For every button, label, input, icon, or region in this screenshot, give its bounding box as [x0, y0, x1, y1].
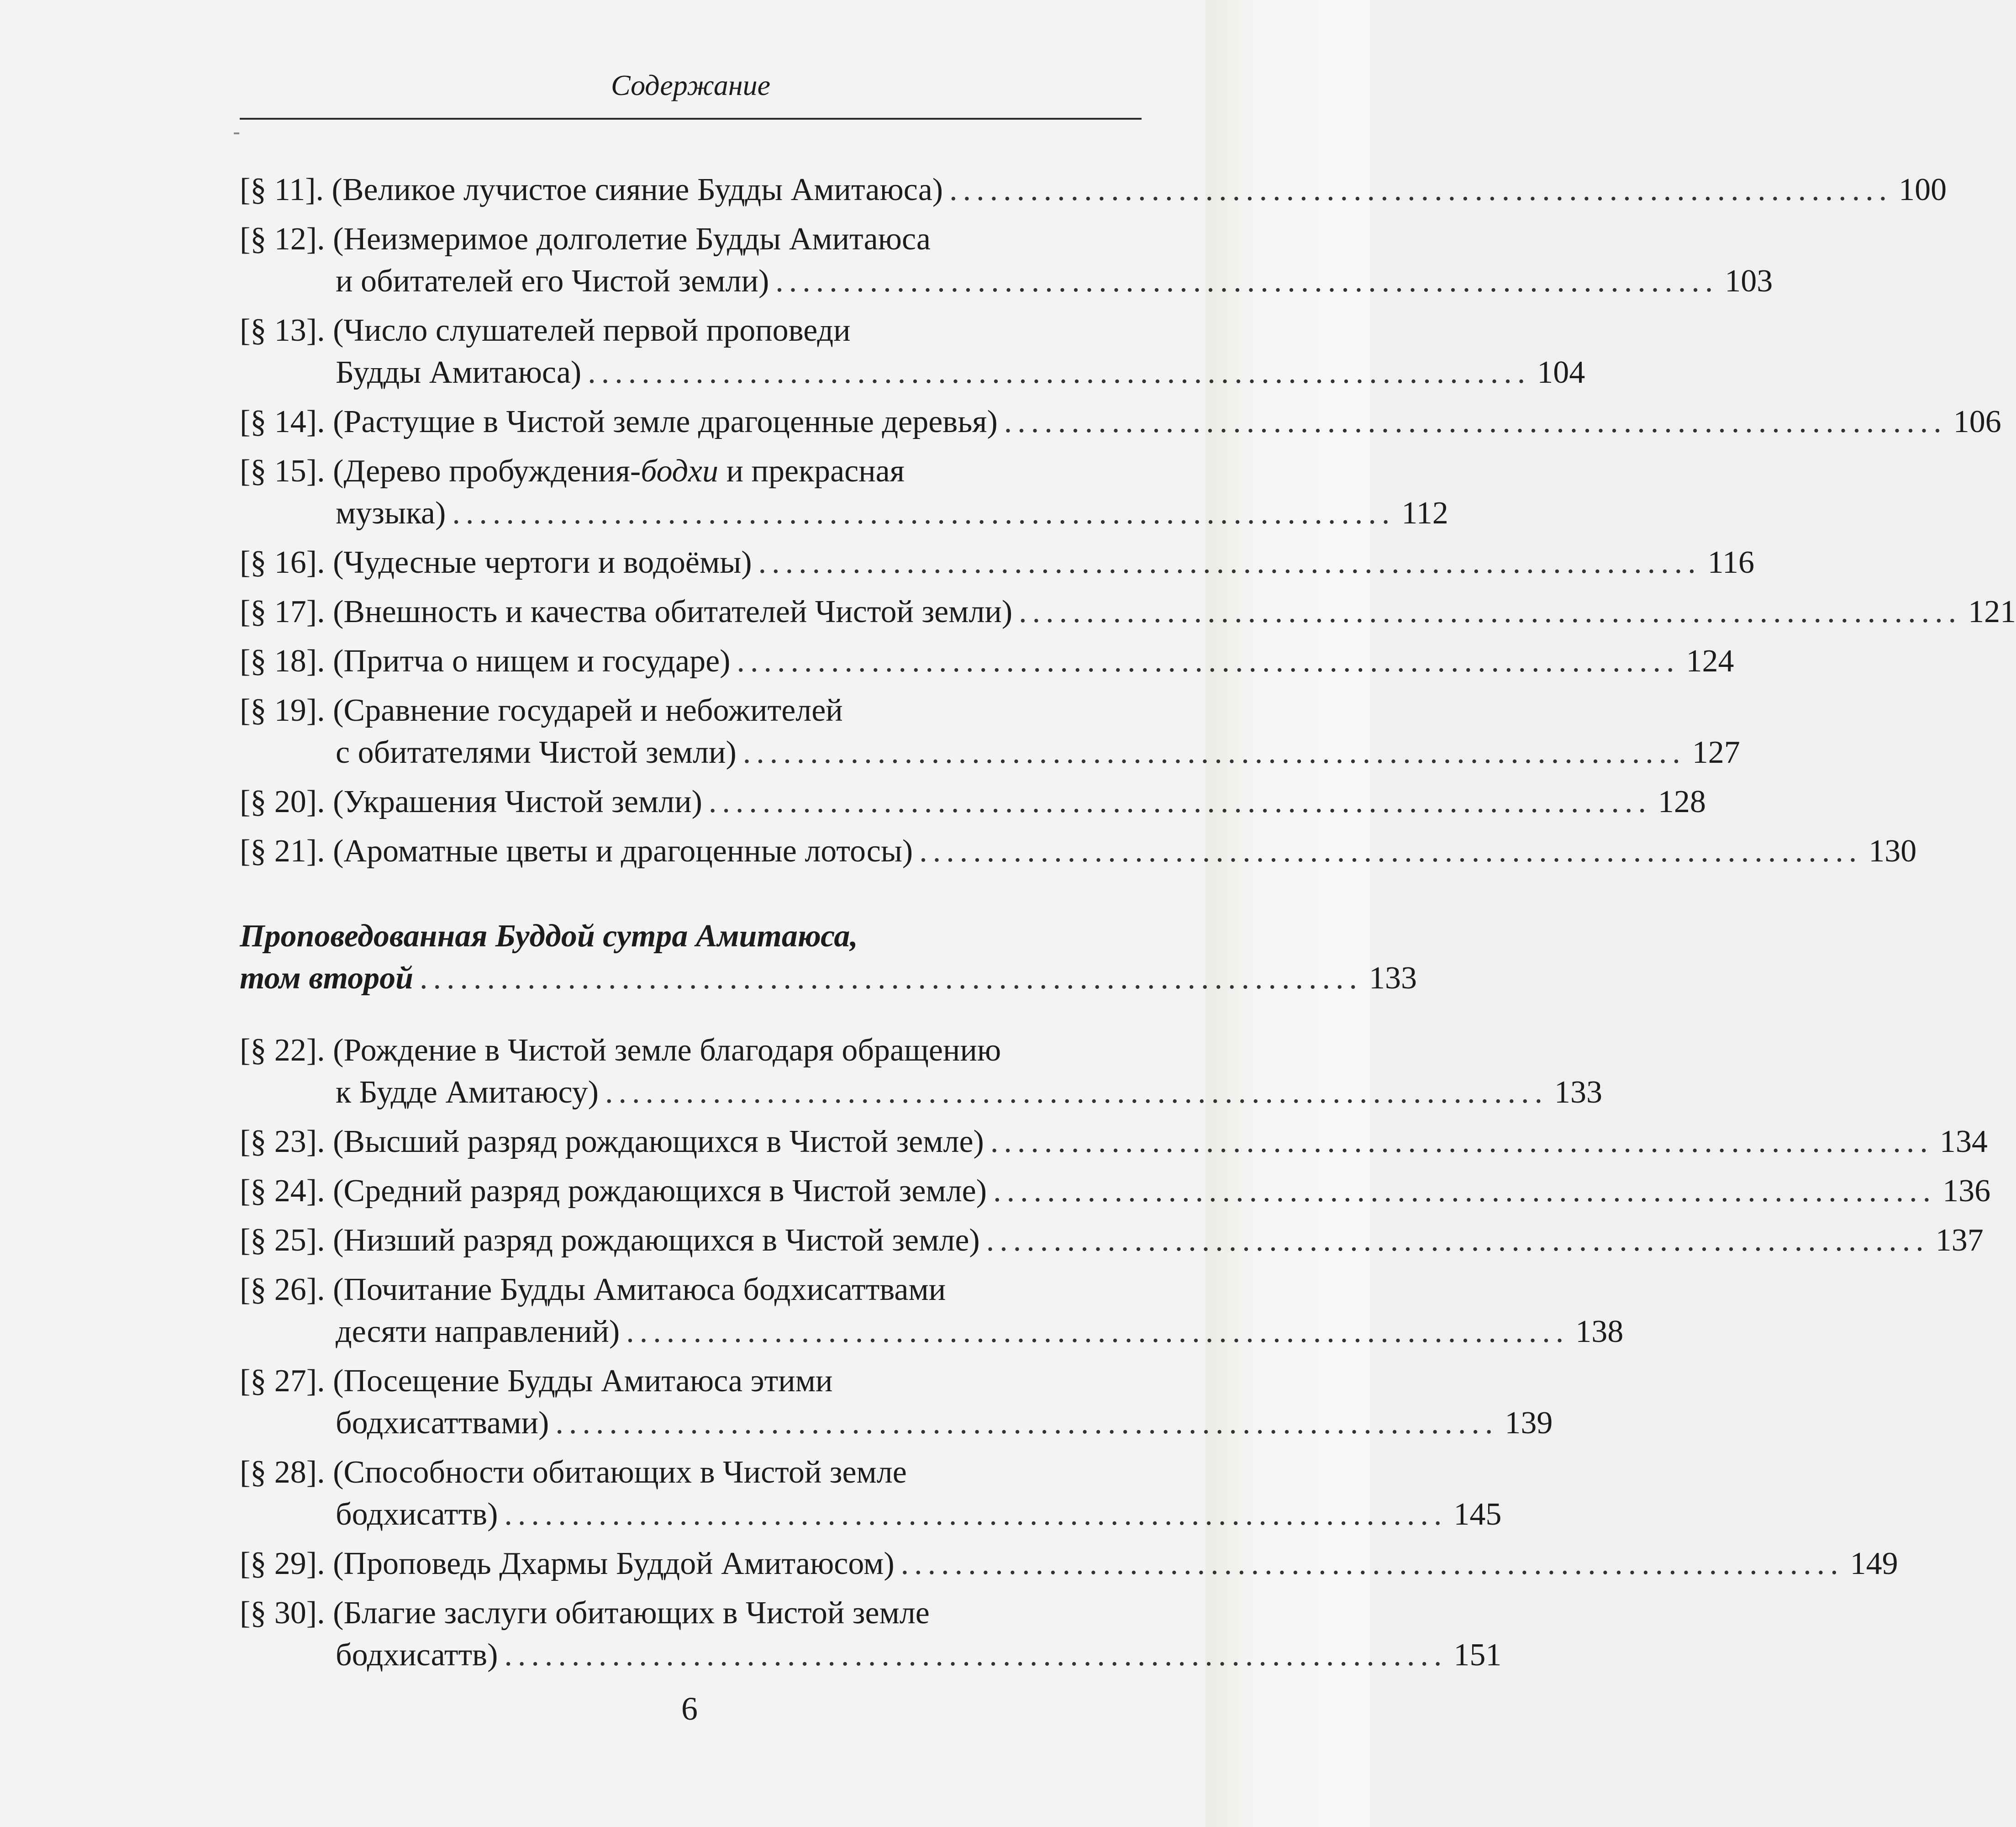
- toc-entry: [240, 1360, 1553, 1444]
- leader-dots: ......................................................................: [504, 1637, 1448, 1673]
- entry-title-continued: бодхисаттвами): [336, 1405, 549, 1441]
- header-rule: [240, 118, 1142, 120]
- entry-page: 116: [1707, 545, 1755, 580]
- entry-page: 128: [1658, 784, 1706, 819]
- leader-dots: ......................................................................: [452, 496, 1395, 531]
- running-header: Содержание: [611, 69, 771, 101]
- entry-page: 127: [1692, 735, 1740, 770]
- page-number: 6: [681, 1690, 698, 1727]
- entry-number: [§ 23].: [240, 1124, 325, 1159]
- leader-dots: ......................................................................: [504, 1497, 1448, 1532]
- entry-page: 104: [1537, 355, 1585, 390]
- entry-number: [§ 22].: [240, 1033, 325, 1068]
- entry-title-tail: и прекрасная: [718, 454, 905, 489]
- entry-title: (Высший разряд рождающихся в Чистой земле): [333, 1124, 984, 1159]
- leader-dots: ......................................................................: [588, 355, 1531, 390]
- toc-entry: [240, 310, 1585, 394]
- entry-number: [§ 18].: [240, 644, 325, 679]
- entry-page: 149: [1850, 1546, 1898, 1581]
- entry-title-continued: музыка): [336, 496, 446, 531]
- entry-number: [§ 25].: [240, 1223, 325, 1258]
- entry-page: 137: [1935, 1223, 1984, 1258]
- entry-title-continued: десяти направлений): [336, 1314, 620, 1349]
- section-page: 133: [1369, 961, 1417, 996]
- leader-dots: ......................................................................: [758, 545, 1701, 580]
- entry-title: (Почитание Будды Амитаюса бодхисаттвами: [333, 1272, 946, 1307]
- entry-number: [§ 16].: [240, 545, 325, 580]
- entry-title-continued: бодхисаттв): [336, 1637, 498, 1673]
- toc-entry: [240, 450, 1448, 534]
- toc-entry: [240, 1170, 1991, 1212]
- entry-title-continued: к Будде Амитаюсу): [336, 1075, 599, 1110]
- entry-title: (Растущие в Чистой земле драгоценные деревья): [333, 404, 998, 439]
- section-title-continued: том второй: [240, 961, 414, 996]
- toc-entry: [240, 830, 1917, 872]
- entry-title-continued: и обитателей его Чистой земли): [336, 264, 769, 299]
- toc-entry: [240, 1220, 1984, 1262]
- entry-page: 136: [1942, 1173, 1991, 1209]
- entry-page: 100: [1899, 172, 1947, 207]
- toc-entry: [240, 542, 1755, 584]
- section-heading: [240, 915, 1417, 999]
- entry-number: [§ 12].: [240, 222, 325, 257]
- section-title: Проповедованная Буддой сутра Амитаюса,: [240, 919, 858, 954]
- entry-title: (Благие заслуги обитающих в Чистой земле: [333, 1595, 930, 1631]
- entry-number: [§ 11].: [240, 172, 324, 207]
- entry-title-italic-term: бодхи: [641, 454, 719, 489]
- leader-dots: ......................................................................: [605, 1075, 1548, 1110]
- leader-dots: ......................................................................: [555, 1405, 1499, 1441]
- toc-entry: [240, 591, 2016, 633]
- leader-dots: ......................................................................: [919, 834, 1863, 869]
- entry-number: [§ 28].: [240, 1455, 325, 1490]
- entry-title: (Неизмеримое долголетие Будды Амитаюса: [333, 222, 931, 257]
- toc-entry: [240, 690, 1740, 774]
- leader-dots: ......................................................................: [993, 1173, 1937, 1209]
- entry-title: (Внешность и качества обитателей Чистой земли): [333, 594, 1013, 629]
- entry-title: (Дерево пробуждения-: [333, 454, 641, 489]
- toc-entry: [240, 169, 1947, 211]
- leader-dots: ......................................................................: [900, 1546, 1844, 1581]
- leader-dots: ......................................................................: [775, 264, 1719, 299]
- entry-title: (Сравнение государей и небожителей: [333, 693, 843, 728]
- entry-title: (Рождение в Чистой земле благодаря обращению: [333, 1033, 1001, 1068]
- entry-page: 145: [1453, 1497, 1502, 1532]
- toc-entry: [240, 1543, 1898, 1585]
- entry-number: [§ 29].: [240, 1546, 325, 1581]
- leader-dots: ......................................................................: [990, 1124, 1933, 1159]
- entry-number: [§ 24].: [240, 1173, 325, 1209]
- entry-title: (Притча о нищем и государе): [333, 644, 731, 679]
- entry-number: [§ 13].: [240, 313, 325, 348]
- leader-dots: ......................................................................: [742, 735, 1686, 770]
- leader-dots: ......................................................................: [626, 1314, 1569, 1349]
- leader-dots: ......................................................................: [420, 961, 1363, 996]
- entry-number: [§ 20].: [240, 784, 325, 819]
- entry-page: 121: [1968, 594, 2016, 629]
- leader-dots: ......................................................................: [949, 172, 1893, 207]
- entry-page: 139: [1505, 1405, 1553, 1441]
- entry-title: (Ароматные цветы и драгоценные лотосы): [333, 834, 913, 869]
- leader-dots: ......................................................................: [986, 1223, 1929, 1258]
- entry-title: (Великое лучистое сияние Будды Амитаюса): [332, 172, 943, 207]
- entry-page: 151: [1453, 1637, 1502, 1673]
- entry-number: [§ 27].: [240, 1363, 325, 1399]
- entry-page: 133: [1554, 1075, 1602, 1110]
- entry-number: [§ 21].: [240, 834, 325, 869]
- entry-page: 134: [1939, 1124, 1988, 1159]
- entry-number: [§ 15].: [240, 454, 325, 489]
- entry-number: [§ 14].: [240, 404, 325, 439]
- leader-dots: ......................................................................: [1004, 404, 1947, 439]
- entry-title: (Низший разряд рождающихся в Чистой земле): [333, 1223, 980, 1258]
- entry-title: (Чудесные чертоги и водоёмы): [333, 545, 752, 580]
- entry-title: (Способности обитающих в Чистой земле: [333, 1455, 907, 1490]
- toc-entry: [240, 781, 1706, 823]
- entry-title-continued: с обитателями Чистой земли): [336, 735, 737, 770]
- toc-entry: [240, 1592, 1502, 1676]
- entry-title: (Украшения Чистой земли): [333, 784, 702, 819]
- entry-number: [§ 26].: [240, 1272, 325, 1307]
- toc-entry: [240, 1030, 1602, 1114]
- entry-page: 112: [1401, 496, 1448, 531]
- entry-title: (Средний разряд рождающихся в Чистой земле): [333, 1173, 987, 1209]
- toc-entry: [240, 640, 1734, 682]
- entry-title: (Проповедь Дхармы Буддой Амитаюсом): [333, 1546, 895, 1581]
- toc-entry: [240, 218, 1773, 302]
- entry-page: 138: [1575, 1314, 1624, 1349]
- entry-number: [§ 17].: [240, 594, 325, 629]
- entry-page: 106: [1953, 404, 2001, 439]
- entry-title-continued: Будды Амитаюса): [336, 355, 582, 390]
- toc-entry: [240, 1121, 1988, 1163]
- leader-dots: ......................................................................: [708, 784, 1652, 819]
- toc-entry: [240, 401, 2001, 443]
- entry-page: 124: [1686, 644, 1734, 679]
- entry-title: (Число слушателей первой проповеди: [333, 313, 851, 348]
- toc-entry: [240, 1269, 1624, 1353]
- entry-number: [§ 30].: [240, 1595, 325, 1631]
- entry-title-continued: бодхисаттв): [336, 1497, 498, 1532]
- entry-title: (Посещение Будды Амитаюса этими: [333, 1363, 833, 1399]
- leader-dots: ......................................................................: [737, 644, 1680, 679]
- header-mark: [234, 132, 239, 134]
- leader-dots: ......................................................................: [1019, 594, 1962, 629]
- entry-page: 130: [1869, 834, 1917, 869]
- table-of-contents: [240, 169, 2016, 1684]
- entry-page: 103: [1725, 264, 1773, 299]
- entry-number: [§ 19].: [240, 693, 325, 728]
- toc-entry: [240, 1452, 1502, 1536]
